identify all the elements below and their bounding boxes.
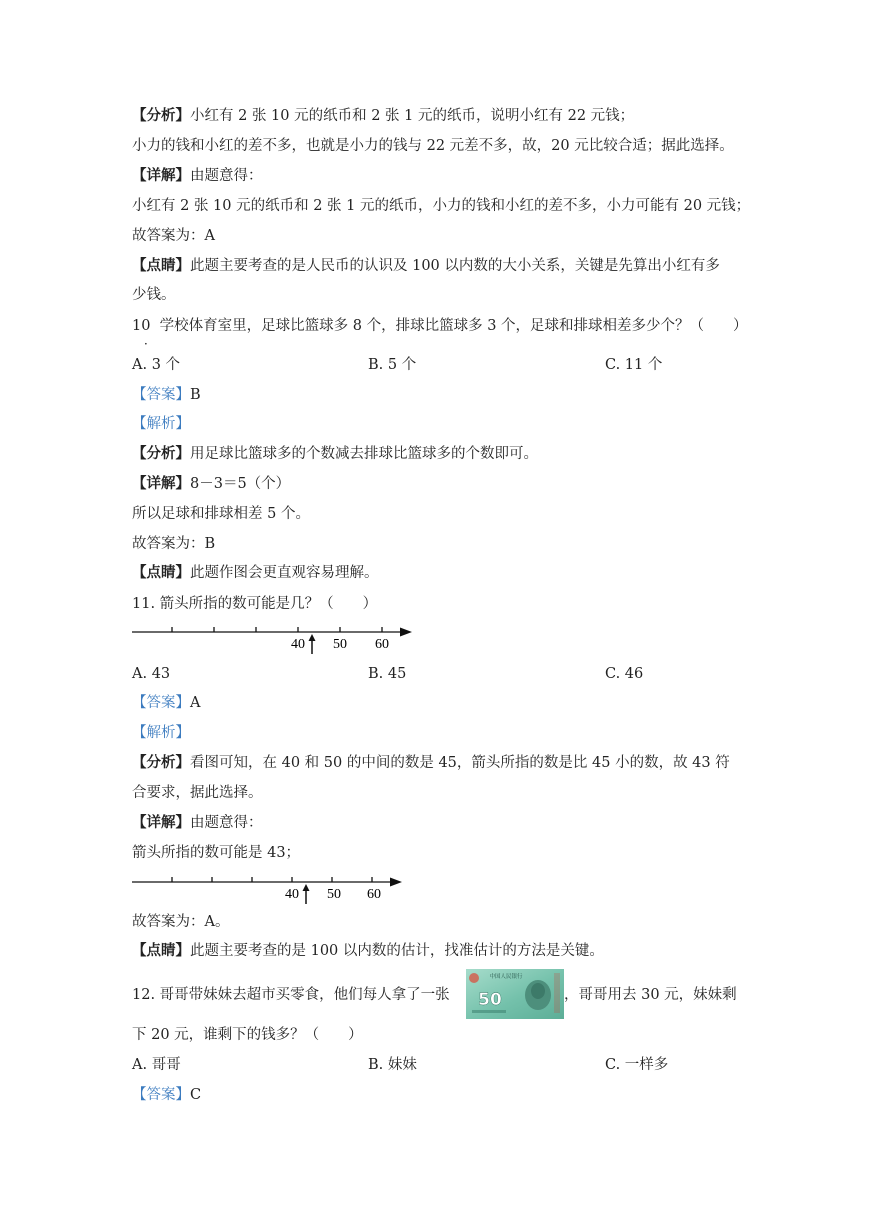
q10-detail: 【详解】8－3＝5（个） [132, 475, 291, 492]
q11-final-answer: 故答案为：A。 [132, 914, 230, 930]
q10-detail-line-2: 所以足球和排球相差 5 个。 [132, 506, 310, 522]
banknote-portrait-face [531, 983, 545, 999]
label-50: 50 [333, 637, 347, 652]
q10-option-a: A. 3 个 [132, 357, 181, 373]
q11-explain-tag: 【解析】 [132, 725, 190, 741]
q10-stem: 10 学校体育室里，足球比篮球多 8 个，排球比篮球多 3 个，足球和排球相差多少个？（ ） [132, 318, 748, 334]
q10-answer: 【答案】B [132, 387, 201, 403]
q9-final-answer: 故答案为：A [132, 228, 215, 244]
q11-option-a: A. 43 [132, 666, 171, 682]
label-40: 40 [291, 637, 305, 652]
q9-analysis-line-1: 【分析】小红有 2 张 10 元的纸币和 2 张 1 元的纸币，说明小红有 22 元钱； [132, 107, 635, 124]
banknote-value: 50 [478, 990, 502, 1010]
q11-option-b: B. 45 [368, 666, 407, 682]
q9-comment-line-2: 少钱。 [132, 287, 176, 303]
q11-analysis-line-1: 【分析】看图可知，在 40 和 50 的中间的数是 45，箭头所指的数是比 45 小的数，故 43 符 [132, 754, 730, 771]
q11-number-line-figure-2 [130, 870, 420, 906]
q9-detail-line: 小红有 2 张 10 元的纸币和 2 张 1 元的纸币，小力的钱和小红的差不多，小力可能有 20 元钱； [132, 198, 751, 214]
label-60: 60 [375, 637, 389, 652]
q12-option-a: A. 哥哥 [132, 1057, 181, 1073]
q12-option-c: C. 一样多 [605, 1057, 669, 1073]
q9-analysis-line-2: 小力的钱和小红的差不多，也就是小力的钱与 22 元差不多，故，20 元比较合适；据此选择。 [132, 138, 734, 154]
q10-option-c: C. 11 个 [605, 357, 663, 373]
banknote-serial [472, 1010, 506, 1013]
q11-analysis-line-2: 合要求，据此选择。 [132, 785, 263, 801]
q11-stem: 11. 箭头所指的数可能是几？（ ） [132, 596, 378, 612]
q10-explain-tag: 【解析】 [132, 416, 190, 432]
banknote-header-text: 中国人民银行 [489, 974, 523, 980]
q9-detail-heading: 【详解】由题意得： [132, 167, 263, 184]
q11-answer: 【答案】A [132, 695, 201, 711]
q9-comment-line-1: 【点睛】此题主要考查的是人民币的认识及 100 以内数的大小关系，关键是先算出小红有多 [132, 257, 720, 274]
q11-comment: 【点睛】此题主要考查的是 100 以内数的估计，找准估计的方法是关键。 [132, 942, 604, 959]
label-50: 50 [327, 887, 341, 902]
q12-stem-part-1b: ，哥哥用去 30 元，妹妹剩 [564, 987, 737, 1003]
q11-detail-line: 箭头所指的数可能是 43； [132, 845, 301, 861]
banknote-emblem [469, 973, 479, 983]
pointer-arrow-icon [303, 884, 310, 891]
q12-stem-part-2: 下 20 元，谁剩下的钱多？（ ） [132, 1027, 363, 1043]
label-60: 60 [367, 887, 381, 902]
q11-detail-heading: 【详解】由题意得： [132, 814, 263, 831]
q10-final-answer: 故答案为：B [132, 536, 216, 552]
fifty-yuan-banknote-image [466, 969, 564, 1019]
q11-option-c: C. 46 [605, 666, 644, 682]
q12-stem-part-1: 12. 哥哥带妹妹去超市买零食，他们每人拿了一张 [132, 987, 450, 1003]
q12-option-b: B. 妹妹 [368, 1057, 417, 1073]
q10-analysis: 【分析】用足球比篮球多的个数减去排球比篮球多的个数即可。 [132, 445, 538, 462]
label-40: 40 [285, 887, 299, 902]
number-line-arrowhead [390, 878, 402, 887]
q11-number-line-figure [130, 618, 420, 656]
q10-comment: 【点睛】此题作图会更直观容易理解。 [132, 564, 379, 581]
q10-option-b: B. 5 个 [368, 357, 417, 373]
q12-answer: 【答案】C [132, 1087, 202, 1103]
number-line-arrowhead [400, 628, 412, 637]
pointer-arrow-icon [309, 634, 316, 641]
banknote-security-strip [554, 973, 560, 1013]
q10-number-dot: ． [144, 333, 157, 347]
